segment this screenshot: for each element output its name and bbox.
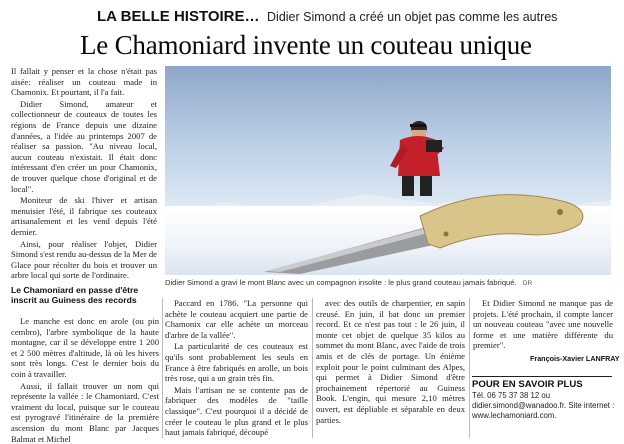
headline: Le Chamoniard invente un couteau unique [80,30,532,60]
info-box [472,391,613,421]
photo-credit: DR [522,280,533,287]
kicker-label: LA BELLE HISTOIRE… [97,8,260,25]
body-column-4 [473,298,613,351]
giant-knife-icon [260,186,590,275]
body-paragraph: Mais l'artisan ne se contente pas de fabriquer des modèles de "taille classique". C'est pourquoi il a décidé de créer le couteau le plus grand et le plus haut jamais fabriqué, découpé [165,384,308,438]
body-paragraph: Aussi, il fallait trouver un nom qui représente la vallée : le Chamoniard. C'est vraiment du local, puisque sur le couteau est pyrogravé l'itinéraire de la première ascension du mont Blanc par Jacques Balmat et Michel [11,380,159,444]
body-paragraph: La particularité de ces couteaux est qu'ils sont probablement les seuls en France à être fabriqués en arolle, un bois très rose, qui a un grain très fin. [165,341,308,384]
body-column-3 [316,298,465,425]
column-divider [162,298,163,438]
info-phone-line: Tél. 06 75 37 38 12 ou [472,391,551,400]
author-byline: François-Xavier LANFRAY [530,354,620,363]
body-paragraph: Et Didier Simond ne manque pas de projets. L'été prochain, il compte lancer un nouveau couteau "avec une nouvelle forme et une matière différente du premier". [473,298,613,351]
body-paragraph: Paccard en 1786. "La personne qui achète le couteau acquiert une partie de Chamonix car elle achète un morceau d'arbre de la vallée". [165,298,308,340]
body-column-2 [165,298,308,438]
info-box-heading: POUR EN SAVOIR PLUS [472,376,612,390]
body-column-1 [11,316,159,444]
column-divider [312,298,313,438]
kicker [97,9,557,26]
kicker-text: Didier Simond a créé un objet pas comme les autres [267,10,558,24]
info-website-line[interactable]: www.lechamoniard.com. [472,411,557,420]
info-email-line: didier.simond@wanadoo.fr. Site internet : [472,401,615,410]
body-paragraph: avec des outils de charpentier, en sapin creusé. En juin, il bat donc un premier record. Et ce n'est pas tout : le 26 juin, il monte cet objet de quelque 35 kilos au sommet du mont Blanc, avec l'aide de trois amis et de clés de portage. Un énième exploit pour le point culminant des Alpes, qui permet à Didier Simond d'être prochainement répertorié au Guiness Book. L'engin, qui mesure 2,10 mètres ouvert, est dépliable et séparable en deux parties. [316,298,465,425]
intro-paragraph: Ainsi, pour réaliser l'objet, Didier Simond s'est rendu au-dessus de la Mer de Glace pour récolter du bois et trouver un arbre local qui sorte de l'ordinaire. [11,238,157,281]
column-divider [469,298,470,438]
intro-paragraph: Didier Simond, amateur et collectionneur de couteaux de toutes les régions de France depuis une dizaine d'années, a l'idée au printemps 2007 de réaliser sa passion. "Au niveau local, aucun couteau n'existait. Il était donc intéressant d'en créer un pour Chamonix, de trouver quelque chose d'original et de local". [11,98,157,194]
article-photo [165,66,611,275]
intro-column [11,66,157,281]
photo-caption [165,278,611,289]
intro-paragraph: Il fallait y penser et la chose n'était pas aisée: réaliser un couteau made in Chamonix. Et pourtant, il l'a fait. [11,66,157,98]
photo-caption-text: Didier Simond a gravi le mont Blanc avec un compagnon insolite : le plus grand couteau jamais fabriqué. [165,278,517,287]
subheading: Le Chamoniard en passe d'être inscrit au Guiness des records [11,285,139,305]
body-paragraph: Le manche est donc en arole (ou pin cembro), l'arbre symbolique de la haute montagne, car il se développe entre 1 200 et 2 500 mètres d'altitude, là où les hivers sont très longs. C'est le dernier bois du coin à travailler. [11,316,159,379]
intro-paragraph: Moniteur de ski l'hiver et artisan menuisier l'été, il fabrique ses couteaux artisanalement et les vend depuis l'été dernier. [11,195,157,237]
